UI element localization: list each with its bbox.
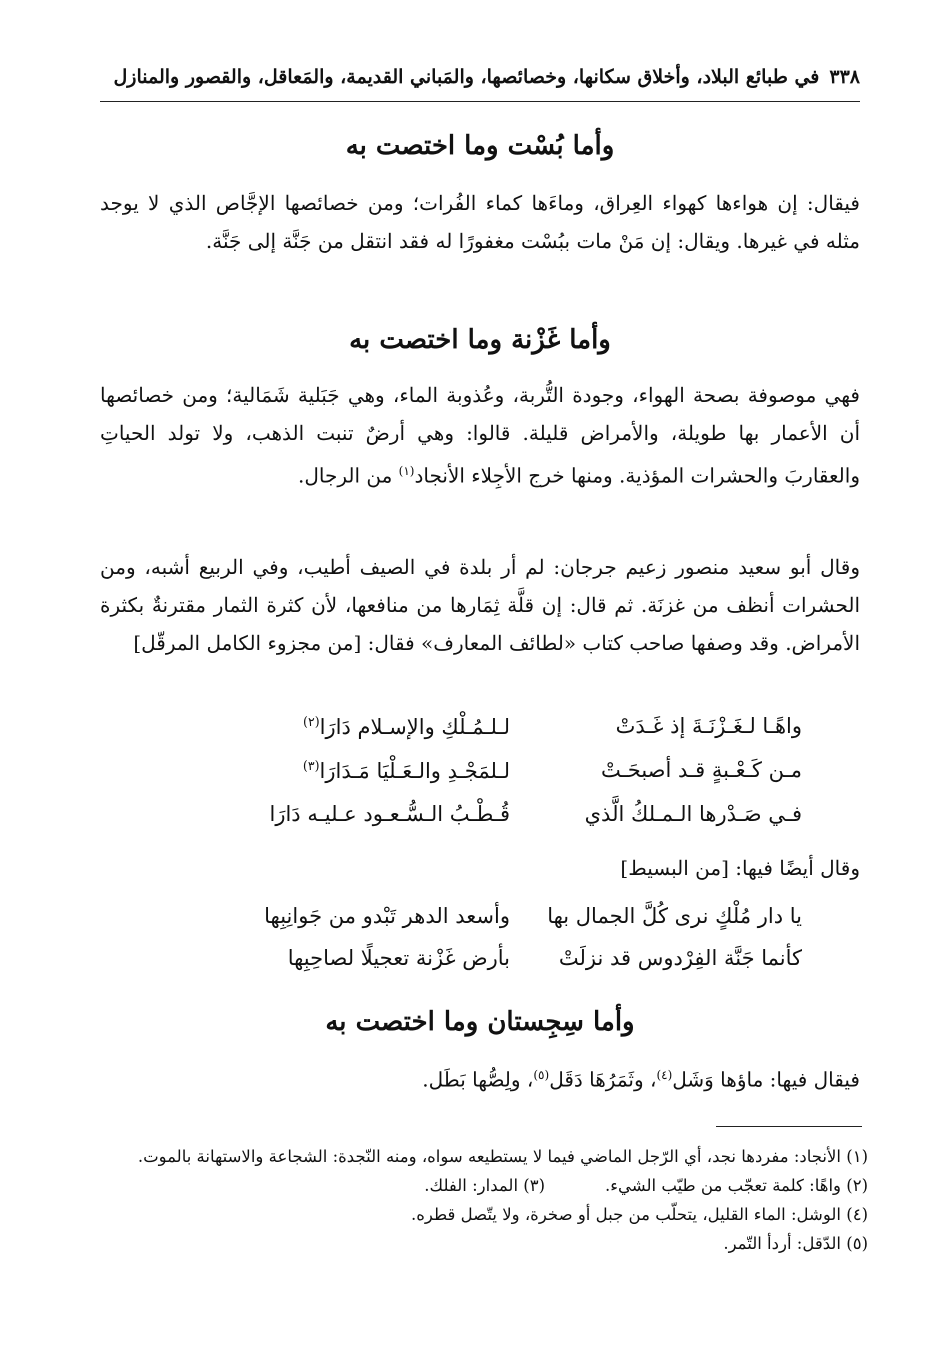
poem-verse (100, 714, 860, 754)
poem-intro: وقال أيضًا فيها: [من البسيط] (620, 856, 860, 880)
paragraph-ghazna-1 (100, 376, 860, 495)
paragraph-text-part: فهي موصوفة بصحة الهواء، وجودة التُّربة، وعُذوبة الماء، وهي جَبَلية شَمَالية؛ ومن خصائصها أن الأعمار بها طويلة، والأمراض قليلة. قالوا: وهي أرضٌ تنبت الذهب، ولا تولد الحياتِ والعقاربَ والحشرات المؤذية. ومنها خرج الأجِلاء الأنجاد (100, 383, 860, 488)
section-title-ghazna: وأما غَزْنة وما اختصت به (349, 325, 611, 355)
footnotes (100, 1142, 868, 1258)
paragraph-bust (100, 184, 860, 260)
footnote-rule (716, 1126, 862, 1127)
section-title-bust: وأما بُسْت وما اختصت به (345, 131, 615, 161)
footnote-ref-5: (٥) (533, 1068, 550, 1082)
footnote-1: (١) الأنجاد: مفردها نجد، أي الرّجل الماضي فيما لا يستطيعه سواه، ومنه النّجدة: الشجاعة والاستهانة بالموت. (137, 1147, 868, 1166)
footnote-row (100, 1171, 868, 1200)
footnote-ref-1: (١) (398, 464, 415, 478)
verse-second-hemistich: وأسعد الدهر تَبْدو من جَوانِبِها (264, 904, 510, 928)
verse-first-hemistich: واهًـا لـغَـزْنَـةَ إذ غَـدَتْ (615, 714, 802, 738)
section-title-sijistan: وأما سِجِستان وما اختصت به (325, 1007, 635, 1037)
running-header (100, 62, 860, 92)
poem-verse (100, 758, 860, 798)
page-number: ٣٣٨ (829, 66, 860, 88)
header-rule (100, 101, 860, 102)
paragraph-text-part: من الرجال. (297, 463, 399, 488)
paragraph-text-part: فيقال فيها: ماؤها وَشَل (672, 1067, 860, 1092)
verse-second-hemistich (170, 802, 510, 826)
paragraph-text: فيقال: إن هواءها كهواء العِراق، وماءَها كماء الفُرات؛ ومن خصائصها الإجَّاص الذي لا يوجد مثله في غيرها. ويقال: إن مَنْ مات ببُسْت مغفورًا له فقد انتقل من جَنَّة إلى جَنَّة. (100, 191, 860, 253)
hemistich-text: قُـطْـبُ الـسُّـعـود عـليـه دَارَا (269, 802, 510, 826)
footnote-5: (٥) الدّقل: أردأ التّمر. (723, 1234, 868, 1253)
footnote-ref-4: (٤) (656, 1068, 673, 1082)
paragraph-text-part: ، وثَمَرُهَا دَقَل (549, 1067, 657, 1092)
footnote-ref-2: (٢) (303, 714, 320, 729)
footnote-2: (٢) واهًا: كلمة تعجّب من طيّب الشيء. (605, 1176, 868, 1195)
footnote-3: (٣) المدار: الفلك. (424, 1176, 546, 1195)
paragraph-sijistan (100, 1056, 860, 1099)
footnote-ref-3: (٣) (302, 758, 320, 773)
poem-verse (100, 904, 860, 944)
verse-first-hemistich: كأنما جَنَّة الفِرْدوس قد نزلَتْ (558, 946, 802, 970)
verse-second-hemistich: بأرض غَزْنة تعجيلًا لصاحِبِها (287, 946, 510, 970)
verse-first-hemistich: مـن كَـعْـبةٍ قـد أصبحَـتْ (601, 758, 802, 782)
paragraph-text (100, 1056, 860, 1099)
paragraph-text (100, 376, 860, 495)
poem-verse (100, 802, 860, 842)
paragraph-ghazna-2 (100, 548, 860, 662)
hemistich-text: لـلـمُـلْكِ والإسـلام دَارَا (319, 715, 510, 739)
verse-first-hemistich: يا دار مُلْكٍ نرى كُلَّ الجمال بها (547, 904, 802, 928)
verse-first-hemistich: فـي صَـدْرها الـمـلكُ الَّذي (584, 802, 802, 826)
footnote-4: (٤) الوشل: الماء القليل، يتحلّب من جبل أو صخرة، ولا يتّصل قطره. (410, 1205, 868, 1224)
poem-verse (100, 946, 860, 986)
hemistich-text: لـلمَجْـدِ والـعَـلْيَا مَـدَارَا (319, 759, 510, 783)
paragraph-text-part: ، ولِصُّها بَطَل. (422, 1067, 534, 1092)
verse-second-hemistich (170, 714, 510, 739)
running-title: في طبائع البلاد، وأخلاق سكانها، وخصائصها، والمَباني القديمة، والمَعاقل، والقصور والمنازل (113, 66, 820, 88)
verse-second-hemistich (170, 758, 510, 783)
paragraph-text: وقال أبو سعيد منصور زعيم جرجان: لم أر بلدة في الصيف أطيب، وفي الربيع أشبه، ومن الحشرات أنظف من غزنَة. ثم قال: إن قلَّة ثِمَارها من منافعها، لأن كثرة الثمار مقترنةٌ بكثرة الأمراض. وقد وصفها صاحب كتاب «لطائف المعارف» فقال: [من مجزوء الكامل المرقّل] (100, 555, 860, 655)
